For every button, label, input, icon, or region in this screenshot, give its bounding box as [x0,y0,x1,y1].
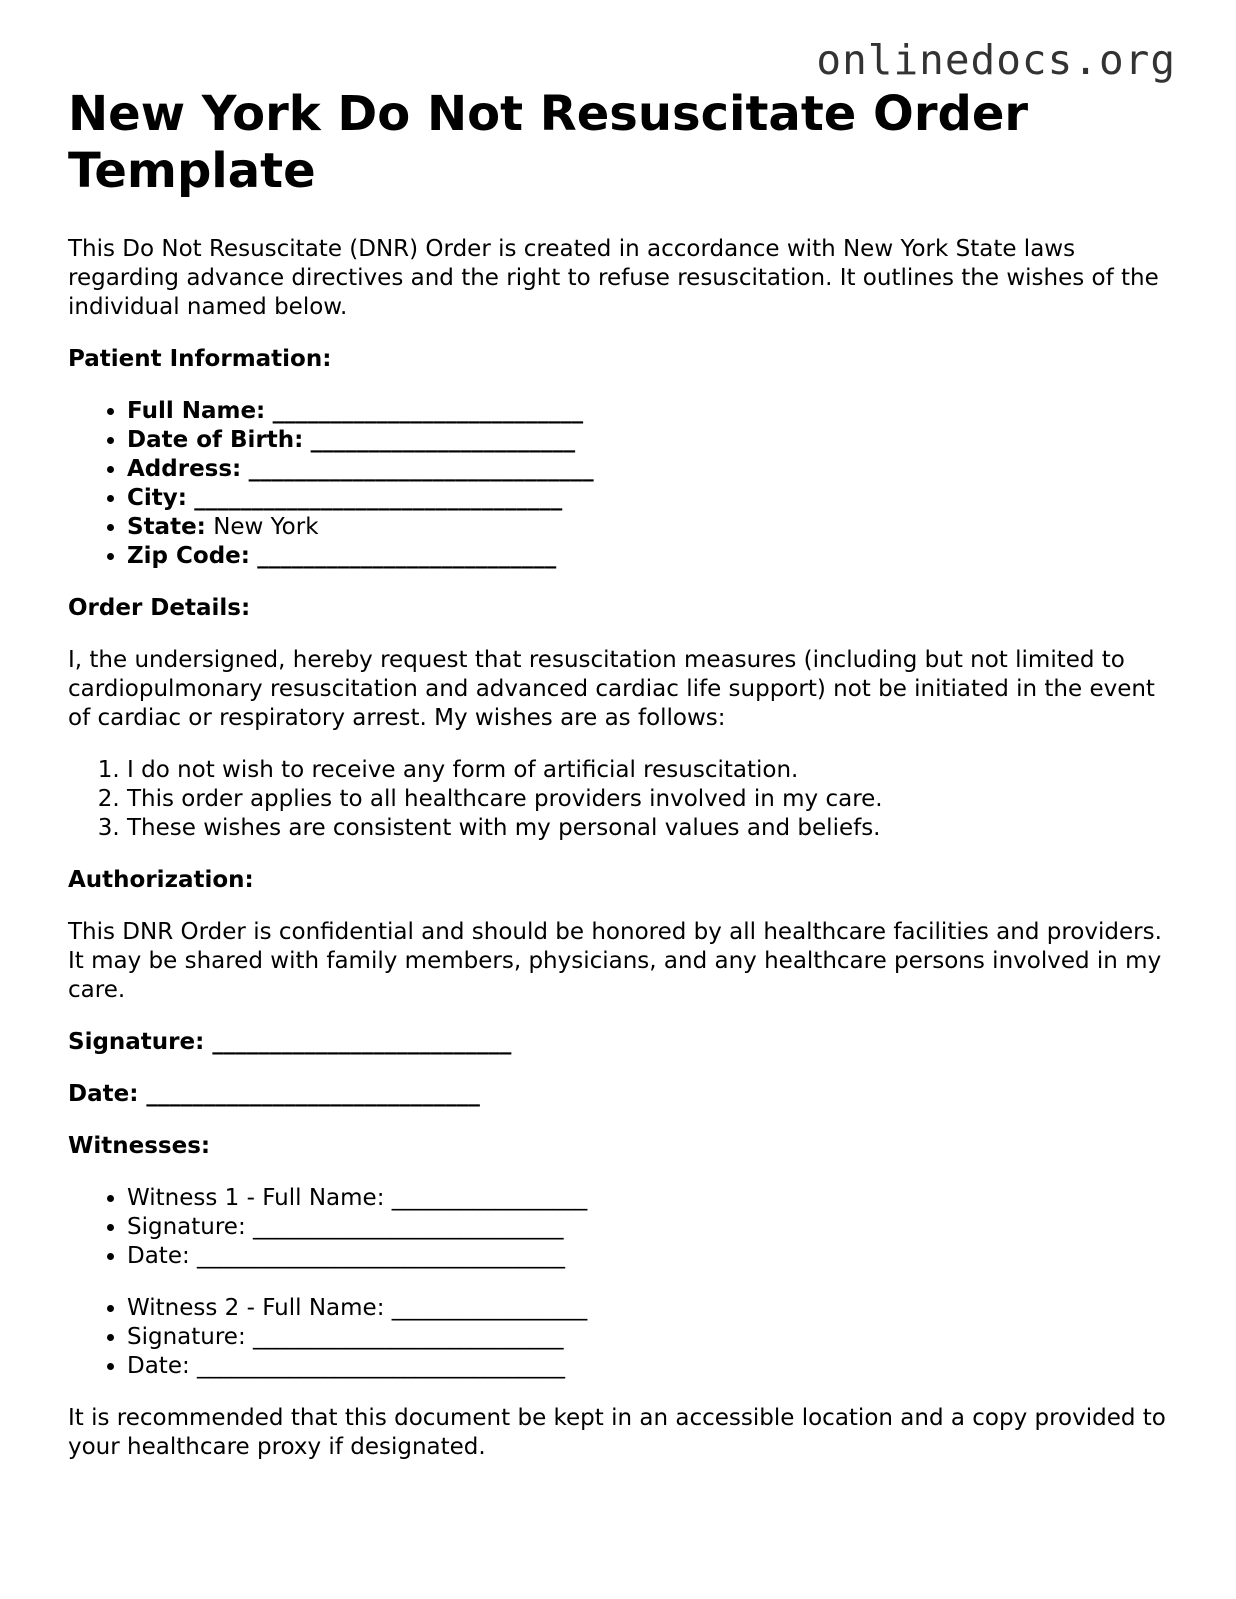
field-label: City: [127,485,187,511]
witness-1-signature: • Signature: ___________________________ [127,1213,1178,1242]
patient-field-zip-code [127,542,1178,571]
wishes-list [68,756,1178,843]
field-blank: __________________________ [257,543,557,569]
witness-1-date: • Date: ________________________________ [127,1242,1178,1271]
document-title: New York Do Not Resuscitate Order Template [68,86,1029,199]
witness-1-name: • Witness 1 - Full Name: _________________ [127,1184,1178,1213]
watermark-text: onlinedocs.org [816,36,1176,84]
field-blank: ___________________________ [272,398,584,424]
field-value: New York [213,514,319,540]
witness-2-list [68,1294,1178,1381]
intro-paragraph: This Do Not Resuscitate (DNR) Order is created in accordance with New York State laws regarding advance directives and the right to refuse resuscitation. It outlines the wishes of the individual named below. [68,236,1159,320]
document-page [68,86,1178,1485]
field-label: Zip Code: [127,543,250,569]
field-blank: ______________________________ [248,456,594,482]
patient-field-address [127,455,1178,484]
wish-item: 3. These wishes are consistent with my personal values and beliefs. [127,814,1178,843]
patient-fields-list [68,397,1178,571]
field-blank: ________________________________ [194,485,563,511]
signature-line [68,1028,1178,1057]
field-label: State: [127,514,206,540]
witness-1-list [68,1184,1178,1271]
date-blank: _____________________________ [146,1081,480,1107]
patient-information-heading: Patient Information: [68,346,332,372]
patient-field-state [127,513,1178,542]
footer-note: It is recommended that this document be kept in an accessible location and a copy provided to your healthcare proxy if designated. [68,1405,1166,1460]
wish-item: 1. I do not wish to receive any form of artificial resuscitation. [127,756,1178,785]
date-label: Date: [68,1081,139,1107]
order-details-paragraph: I, the undersigned, hereby request that resuscitation measures (including but not limited to cardiopulmonary resuscitation and advanced cardiac life support) not be initiated in the event of cardiac or respiratory arrest. My wishes are as follows: [68,647,1155,731]
witnesses-heading: Witnesses: [68,1133,211,1159]
field-label: Full Name: [127,398,266,424]
signature-label: Signature: [68,1029,205,1055]
field-label: Date of Birth: [127,427,304,453]
patient-field-full-name [127,397,1178,426]
order-details-heading: Order Details: [68,595,251,621]
witness-2-name: • Witness 2 - Full Name: _________________ [127,1294,1178,1323]
witness-2-date: • Date: ________________________________ [127,1352,1178,1381]
authorization-paragraph: This DNR Order is confidential and should be honored by all healthcare facilities and providers. It may be shared with family members, physicians, and any healthcare persons involved in my care. [68,919,1162,1003]
patient-field-city [127,484,1178,513]
field-label: Address: [127,456,242,482]
wish-item: 2. This order applies to all healthcare providers involved in my care. [127,785,1178,814]
patient-field-date-of-birth [127,426,1178,455]
authorization-heading: Authorization: [68,867,254,893]
witness-2-signature: • Signature: ___________________________ [127,1323,1178,1352]
field-blank: _______________________ [310,427,576,453]
signature-blank: __________________________ [212,1029,512,1055]
date-line [68,1080,1178,1109]
